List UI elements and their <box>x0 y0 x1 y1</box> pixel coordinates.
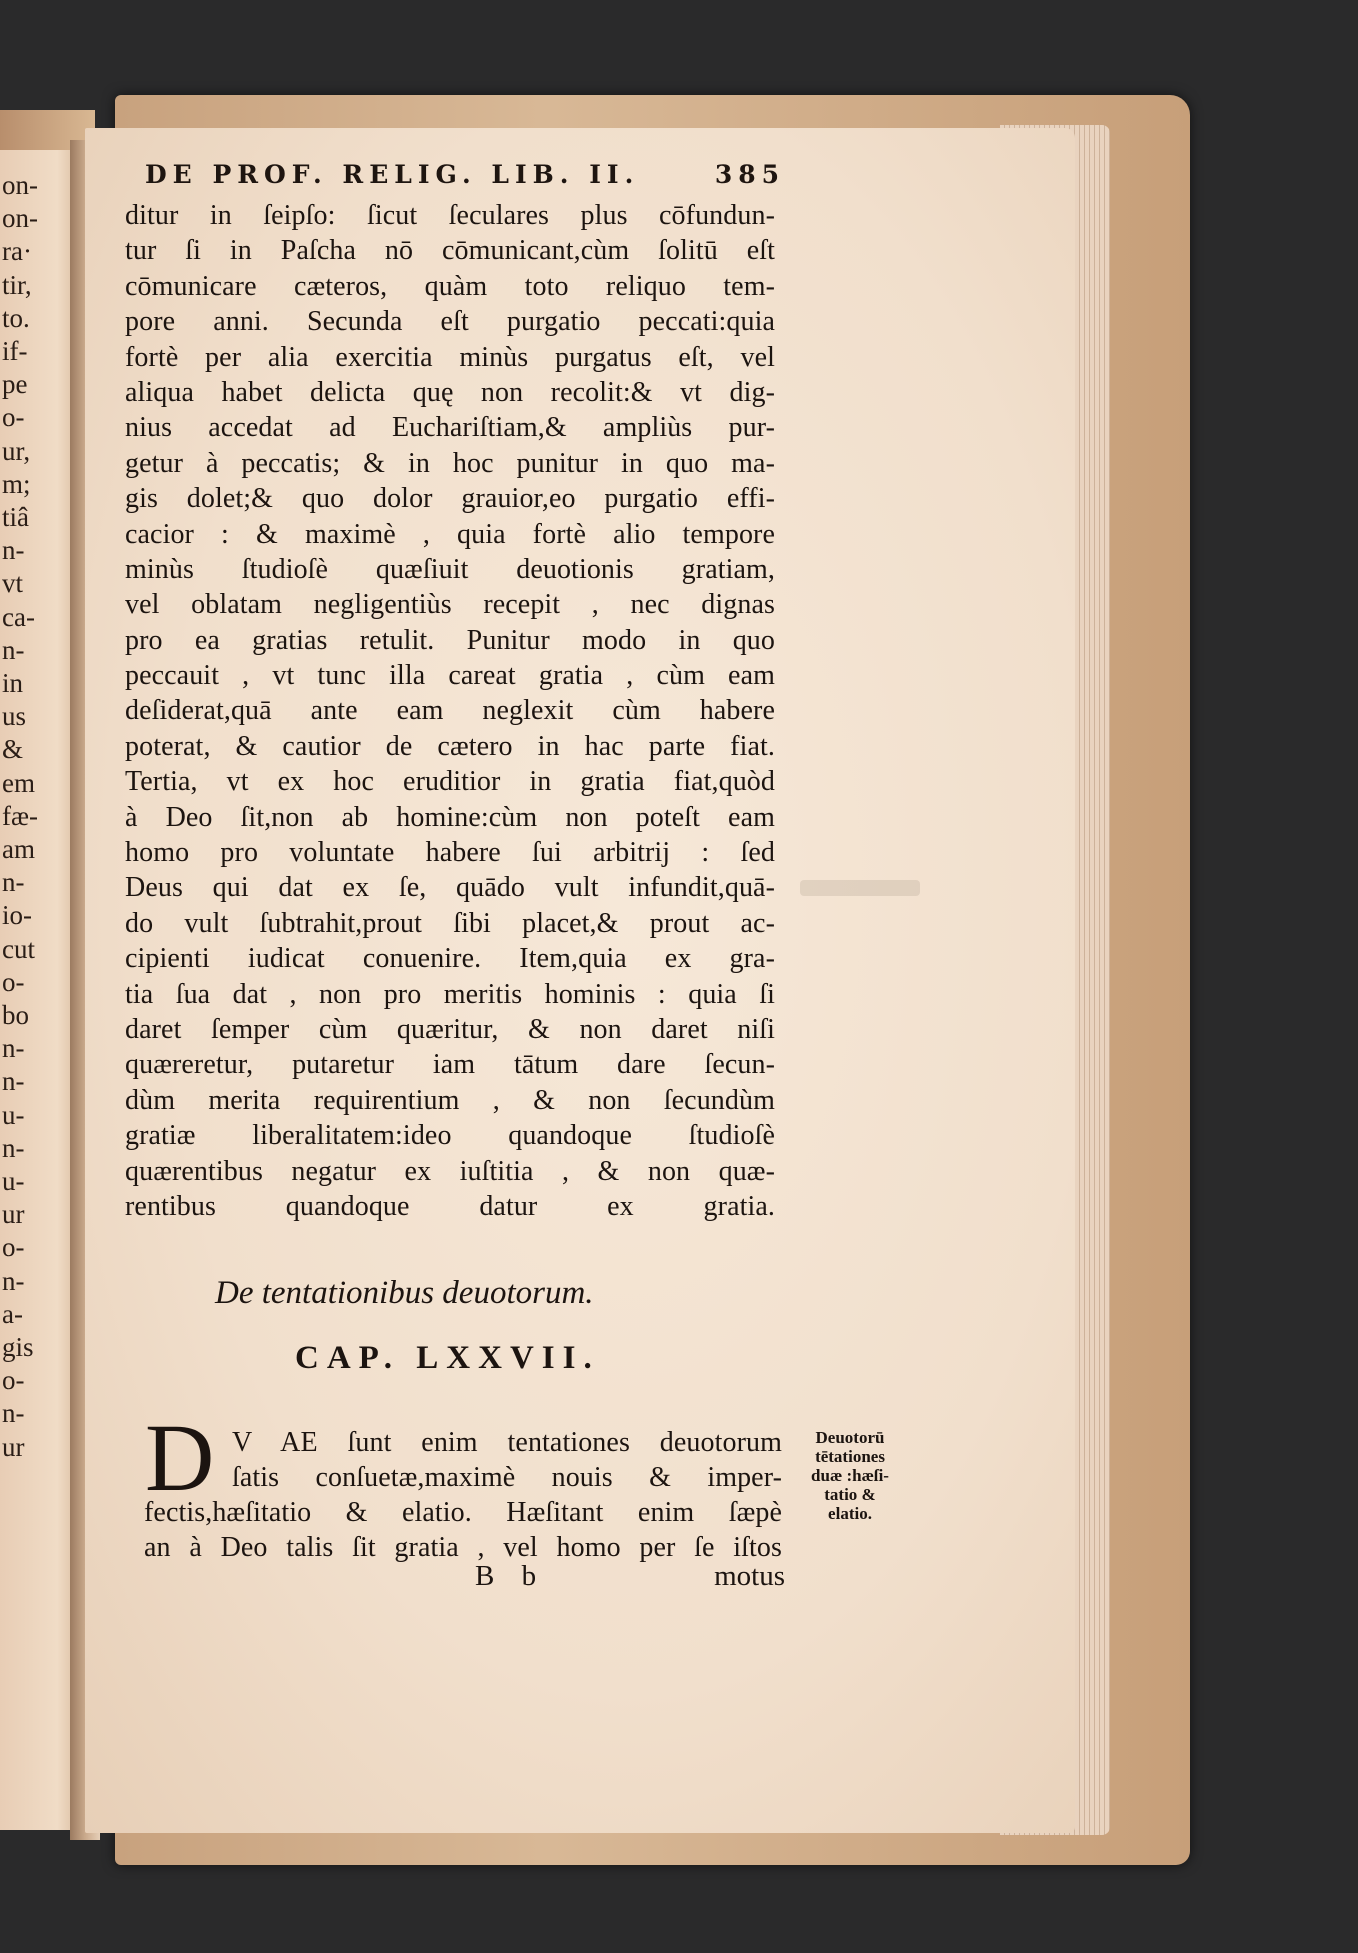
left-page-fragment: o- <box>2 1365 25 1396</box>
left-page-fragment: if- <box>2 336 28 366</box>
text-line: getur à peccatis; & in hoc punitur in quo ma- <box>125 447 775 479</box>
left-page-fragment: ca- <box>2 601 35 632</box>
text-line: V AE ſunt enim tentationes deuotorum <box>232 1427 782 1458</box>
body-text <box>125 198 775 1224</box>
text-line: pore anni. Secunda eſt purgatio peccati:quia <box>125 306 775 338</box>
text-line: pro ea gratias retulit. Punitur modo in quo <box>125 624 775 656</box>
marginal-note-line: tatio & <box>824 1485 876 1504</box>
left-page-fragment: o- <box>2 966 25 997</box>
left-page-fragment: ur <box>2 1199 25 1230</box>
left-page-fragment: n- <box>2 634 25 665</box>
section-title: De tentationibus deuotorum. <box>215 1275 594 1311</box>
chapter-paragraph <box>144 1425 782 1565</box>
text-line: aliqua habet delicta quę non recolit:& vt dig- <box>125 376 775 408</box>
show-through <box>800 880 920 896</box>
catchword: motus <box>714 1560 785 1592</box>
left-page-fragment: to. <box>2 302 30 333</box>
left-page-fragment: tir, <box>2 269 32 300</box>
left-page-fragment: fæ- <box>2 800 38 831</box>
left-page-fragment: o- <box>2 1232 25 1263</box>
text-line: Tertia, vt ex hoc eruditior in gratia fiat,quòd <box>125 766 775 798</box>
chapter-heading: CAP. LXXVII. <box>295 1340 600 1376</box>
text-line: cacior : & maximè , quia fortè alio tempore <box>125 518 775 550</box>
marginal-note-line: duæ :hæſi- <box>811 1466 889 1485</box>
text-line: nius accedat ad Euchariſtiam,& ampliùs pur- <box>125 412 775 444</box>
text-line: homo pro voluntate habere ſui arbitrij : ſed <box>125 837 775 869</box>
text-line: rentibus quandoque datur ex gratia. <box>125 1190 775 1222</box>
text-line: à Deo ſit,non ab homine:cùm non poteſt eam <box>125 801 775 833</box>
left-page-fragment: cut <box>2 933 35 964</box>
left-page-fragment: em <box>2 767 35 798</box>
left-page-fragment: on- <box>2 203 38 234</box>
text-line: gis dolet;& quo dolor grauior,eo purgatio effi- <box>125 483 775 515</box>
left-page-fragment: am <box>2 834 35 864</box>
left-page-fragment: n- <box>2 1066 25 1097</box>
left-page-fragment: u- <box>2 1166 25 1196</box>
running-head-title: DE PROF. RELIG. LIB. II. <box>145 160 640 189</box>
signature-mark: B b <box>475 1560 547 1592</box>
left-page-fragment: io- <box>2 900 32 931</box>
text-line: do vult ſubtrahit,prout ſibi placet,& prout ac- <box>125 907 775 939</box>
text-line: ditur in ſeipſo: ſicut ſeculares plus cōfundun- <box>125 200 775 231</box>
left-page-fragment: n- <box>2 1398 25 1429</box>
marginal-note-line: Deuotorū <box>815 1428 885 1447</box>
text-line: tia ſua dat , non pro meritis hominis : quia ſi <box>125 978 775 1010</box>
left-page-fragment: on- <box>2 170 38 200</box>
left-page-fragment: n- <box>2 867 25 898</box>
left-page-fragment: vt <box>2 568 24 599</box>
text-line: poterat, & cautior de cætero in hac parte fiat. <box>125 730 775 762</box>
text-line: fortè per alia exercitia minùs purgatus eſt, vel <box>125 341 775 373</box>
left-page-fragment: ur <box>2 1431 25 1462</box>
text-line: Deus qui dat ex ſe, quādo vult infundit,quā- <box>125 872 775 904</box>
text-line: deſiderat,quā ante eam neglexit cùm habere <box>125 695 775 727</box>
drop-cap: D <box>145 1404 215 1511</box>
left-page-fragment: in <box>2 668 24 698</box>
left-page-fragment: n- <box>2 1132 25 1163</box>
text-line: cōmunicare cæteros, quàm toto reliquo tem- <box>125 270 775 302</box>
left-page-fragment: ra· <box>2 236 32 267</box>
text-line: vel oblatam negligentiùs recepit , nec dignas <box>125 589 775 621</box>
marginal-note-line: elatio. <box>828 1504 872 1523</box>
text-line: quærentibus negatur ex iuſtitia , & non quæ- <box>125 1155 775 1187</box>
left-page-fragment: & <box>2 734 24 765</box>
running-head <box>145 160 785 189</box>
left-page-fragment: bo <box>2 1000 29 1030</box>
text-line: quæreretur, putaretur iam tātum dare ſecun- <box>125 1049 775 1081</box>
text-line: daret ſemper cùm quæritur, & non daret niſi <box>125 1013 775 1045</box>
text-line: an à Deo talis ſit gratia , vel homo per ſe iſtos <box>144 1532 782 1563</box>
page-number: 385 <box>714 160 785 189</box>
left-page-fragment: ur, <box>2 435 31 466</box>
text-line: tur ſi in Paſcha nō cōmunicant,cùm ſolitū eſt <box>125 235 775 267</box>
text-line: gratiæ liberalitatem:ideo quandoque ſtudioſè <box>125 1120 775 1152</box>
text-line: ſatis conſuetæ,maximè nouis & imper- <box>232 1462 782 1493</box>
text-line: cipienti iudicat conuenire. Item,quia ex gra- <box>125 943 775 975</box>
left-page-fragment: n- <box>2 535 25 566</box>
left-page-fragment: gis <box>2 1332 34 1362</box>
text-line: dùm merita requirentium , & non ſecundùm <box>125 1084 775 1116</box>
left-page-fragment: tiâ <box>2 502 29 532</box>
left-page-fragment: o- <box>2 402 25 433</box>
text-line: peccauit , vt tunc illa careat gratia , cùm eam <box>125 660 775 692</box>
left-page-fragment: n- <box>2 1033 25 1064</box>
text-line: minùs ſtudioſè quæſiuit deuotionis gratiam, <box>125 553 775 585</box>
left-page-fragment: u- <box>2 1099 25 1130</box>
marginal-note <box>790 1428 910 1523</box>
left-page-fragment: n- <box>2 1265 25 1296</box>
text-line: fectis,hæſitatio & elatio. Hæſitant enim ſæpè <box>144 1497 782 1528</box>
left-page-fragment: us <box>2 701 27 732</box>
left-page-fragment: a- <box>2 1298 23 1329</box>
left-page-fragment: m; <box>2 468 31 499</box>
marginal-note-line: tētationes <box>815 1447 885 1466</box>
left-page-fragment: pe <box>2 369 28 400</box>
